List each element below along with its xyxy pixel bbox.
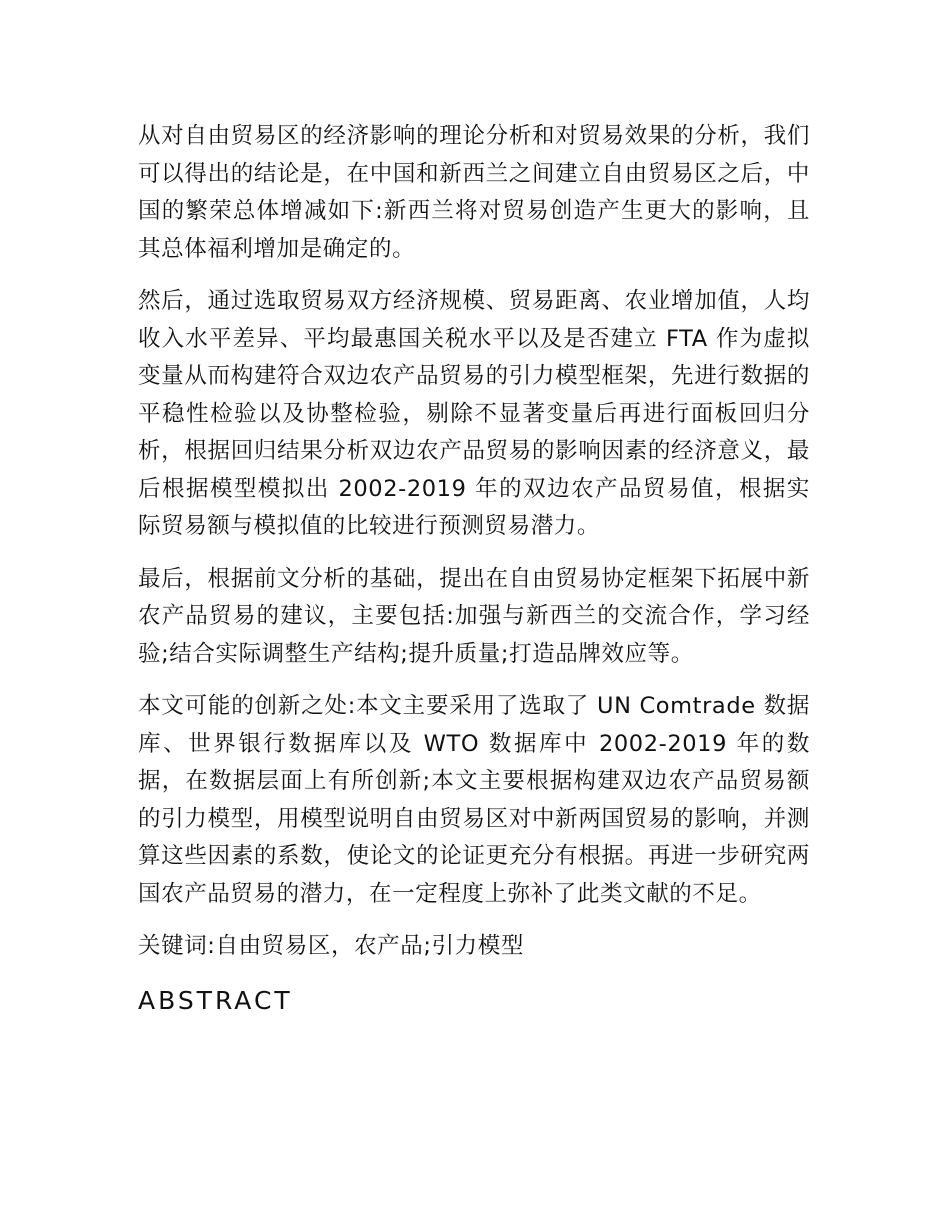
- document-page: [138, 118, 810, 1021]
- paragraph-suggestions: 最后，根据前文分析的基础，提出在自由贸易协定框架下拓展中新农产品贸易的建议，主要包括:加强与新西兰的交流合作，学习经验;结合实际调整生产结构;提升质量;打造品牌效应等。: [138, 565, 810, 667]
- keywords-line: 关键词:自由贸易区，农产品;引力模型: [138, 933, 524, 959]
- abstract-heading: ABSTRACT: [138, 985, 293, 1015]
- paragraph-conclusion: 从对自由贸易区的经济影响的理论分析和对贸易效果的分析，我们可以得出的结论是，在中国和新西兰之间建立自由贸易区之后，中国的繁荣总体增减如下:新西兰将对贸易创造产生更大的影响，且其总体福利增加是确定的。: [138, 123, 810, 262]
- paragraph-innovation: 本文可能的创新之处:本文主要采用了选取了 UN Comtrade 数据库、世界银行数据库以及 WTO 数据库中 2002-2019 年的数据，在数据层面上有所创新;本文主要根据构建双边农产品贸易额的引力模型，用模型说明自由贸易区对中新两国贸易的影响，并测算这些因素的系数，使论文的论证更充分有根据。再进一步研究两国农产品贸易的潜力，在一定程度上弥补了此类文献的不足。: [138, 693, 810, 907]
- paragraph-method: 然后，通过选取贸易双方经济规模、贸易距离、农业增加值，人均收入水平差异、平均最惠国关税水平以及是否建立 FTA 作为虚拟变量从而构建符合双边农产品贸易的引力模型框架，先进行数据的平稳性检验以及协整检验，剔除不显著变量后再进行面板回归分析，根据回归结果分析双边农产品贸易的影响因素的经济意义，最后根据模型模拟出 2002-2019 年的双边农产品贸易值，根据实际贸易额与模拟值的比较进行预测贸易潜力。: [138, 288, 810, 539]
